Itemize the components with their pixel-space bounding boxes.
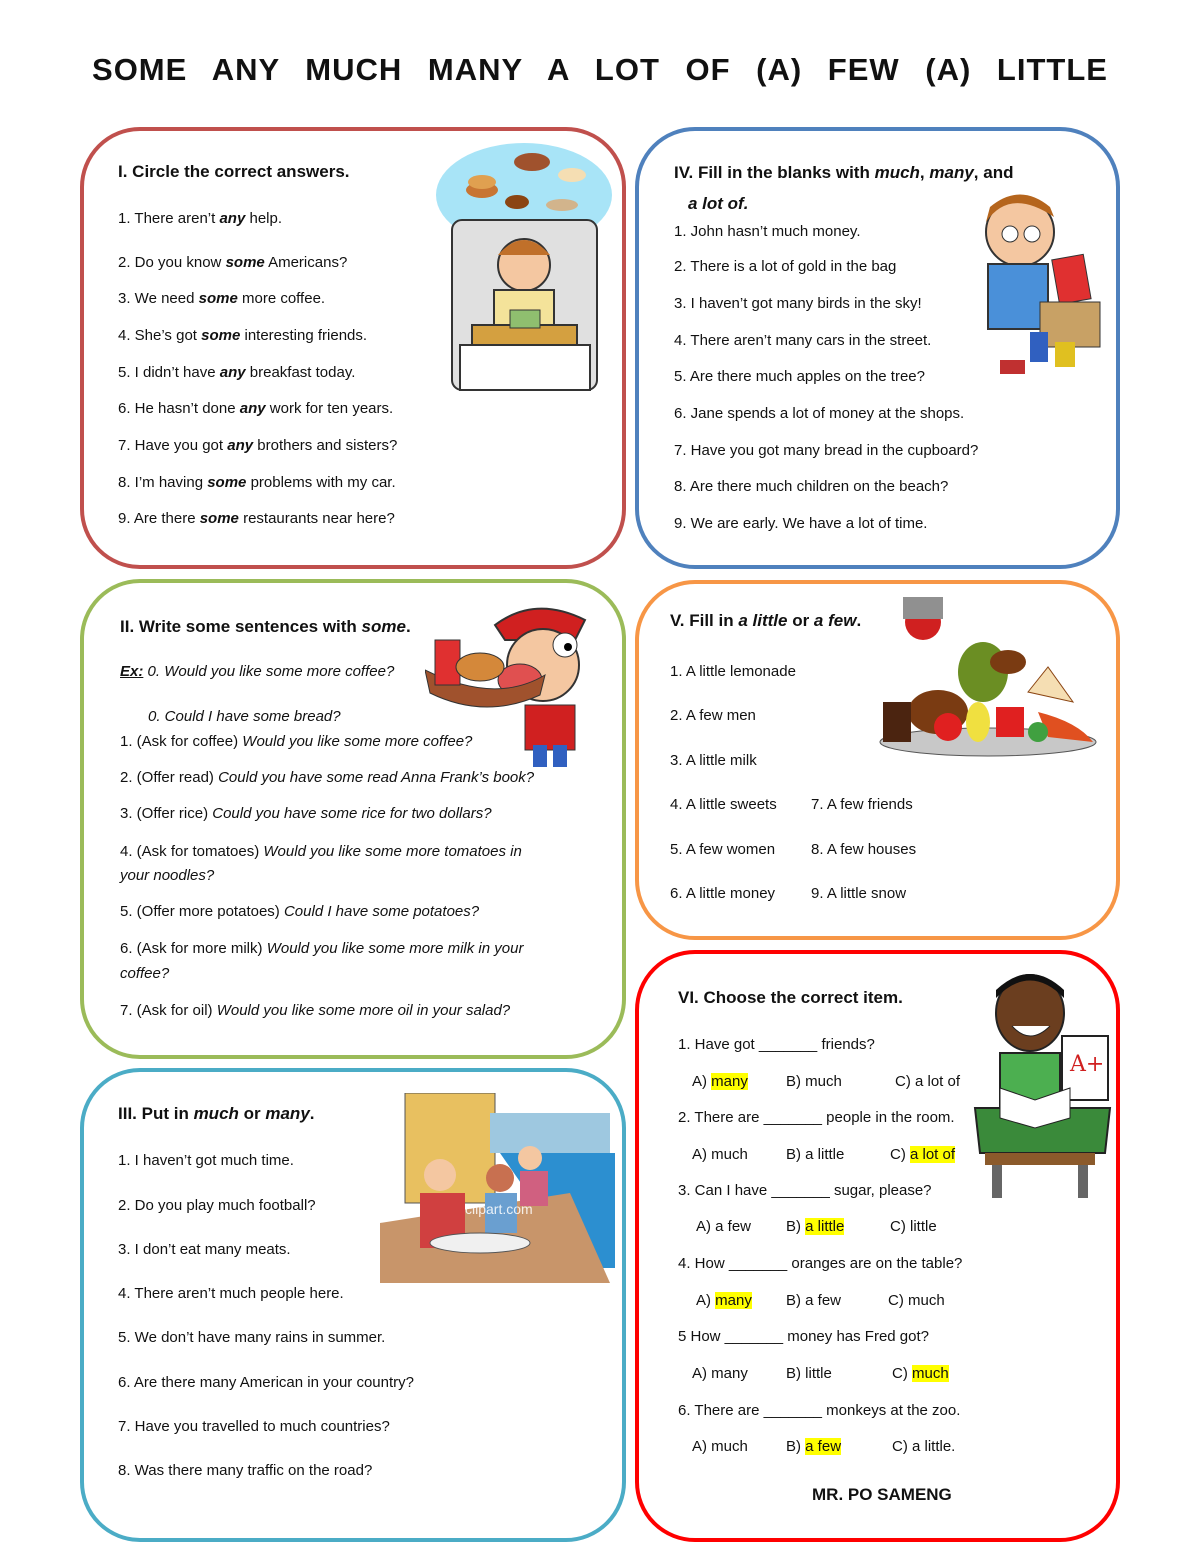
option-c: C) much (892, 1365, 949, 1382)
option-a: A) much (692, 1438, 748, 1455)
list-item: 3. I haven’t got many birds in the sky! (674, 295, 922, 312)
example-2: 0. Could I have some bread? (148, 708, 341, 725)
list-item: 6. (Ask for more milk) Would you like some more milk in your (120, 940, 524, 957)
list-item: 2. A few men (670, 707, 756, 724)
section-i-heading: I. Circle the correct answers. (118, 162, 350, 181)
option-c: C) a lot of (890, 1146, 956, 1163)
boy-with-fast-food-illustration (425, 595, 625, 770)
section-iv-heading: IV. Fill in the blanks with much, many, and (674, 163, 1014, 182)
list-item: 3. A little milk (670, 752, 757, 769)
list-item: 4. There aren’t much people here. (118, 1285, 344, 1302)
list-item: 4. A little sweets (670, 796, 777, 813)
list-item: 3. We need some more coffee. (118, 290, 326, 307)
patient-in-bed-illustration (432, 140, 617, 395)
clipart-watermark: clipart.com (465, 1201, 533, 1217)
list-item: 7. Have you got any brothers and sisters? (118, 437, 398, 454)
option-c: C) little (890, 1218, 937, 1235)
section-v-heading: V. Fill in a little or a few. (670, 611, 862, 630)
list-item: 1. (Ask for coffee) Would you like some more coffee? (120, 733, 473, 750)
section-iii-heading: III. Put in much or many. (118, 1104, 315, 1123)
list-item: 8. Was there many traffic on the road? (118, 1462, 373, 1479)
list-item: 7. A few friends (811, 796, 913, 813)
list-item: 5. (Offer more potatoes) Could I have some potatoes? (120, 903, 480, 920)
option-c: C) a little. (892, 1438, 956, 1455)
list-item: 7. (Ask for oil) Would you like some more oil in your salad? (120, 1002, 511, 1019)
list-item: 6. Jane spends a lot of money at the shops. (674, 405, 965, 422)
list-item: 5. I didn’t have any breakfast today. (118, 364, 356, 381)
list-item: 8. A few houses (811, 841, 917, 858)
list-item: 3. I don’t eat many meats. (118, 1241, 291, 1258)
option-b: B) a little (786, 1146, 845, 1163)
list-item: 1. There aren’t any help. (118, 210, 283, 227)
option-c: C) much (888, 1292, 945, 1309)
list-item-continued: your noodles? (120, 867, 215, 884)
option-b: B) a few (786, 1438, 842, 1455)
option-b: B) a little (786, 1218, 845, 1235)
question: 2. There are _______ people in the room. (678, 1109, 955, 1126)
list-item: 4. (Ask for tomatoes) Would you like some more tomatoes in (120, 843, 522, 860)
option-b: B) much (786, 1073, 842, 1090)
list-item: 1. I haven’t got much time. (118, 1152, 294, 1169)
grade-mark: A+ (1070, 1052, 1105, 1077)
cafe-scene-illustration (380, 1093, 620, 1283)
option-a: A) many (692, 1365, 748, 1382)
option-a: A) many (696, 1292, 752, 1309)
option-b: B) a few (786, 1292, 842, 1309)
list-item: 6. Are there many American in your country? (118, 1374, 414, 1391)
boy-with-snacks-illustration (960, 182, 1110, 382)
list-item: 2. Do you play much football? (118, 1197, 316, 1214)
list-item: 2. There is a lot of gold in the bag (674, 258, 897, 275)
list-item: 7. Have you got many bread in the cupboard? (674, 442, 979, 459)
question: 5 How _______ money has Fred got? (678, 1328, 929, 1345)
question: 3. Can I have _______ sugar, please? (678, 1182, 932, 1199)
list-item: 9. A little snow (811, 885, 907, 902)
list-item: 8. Are there much children on the beach? (674, 478, 949, 495)
option-a: A) a few (696, 1218, 752, 1235)
question: 1. Have got _______ friends? (678, 1036, 875, 1053)
list-item: 9. Are there some restaurants near here? (118, 510, 395, 527)
list-item: 8. I’m having some problems with my car. (118, 474, 396, 491)
list-item: 1. John hasn’t much money. (674, 223, 861, 240)
list-item: 7. Have you travelled to much countries? (118, 1418, 390, 1435)
option-c: C) a lot of (895, 1073, 961, 1090)
section-iv-heading-line2: a lot of. (688, 194, 749, 213)
section-ii-heading: II. Write some sentences with some. (120, 617, 411, 636)
list-item: 5. Are there much apples on the tree? (674, 368, 925, 385)
page-title: SOME ANY MUCH MANY A LOT OF (A) FEW (A) LITTLE (92, 52, 1108, 87)
list-item: 2. Do you know some Americans? (118, 254, 348, 271)
author-signature: MR. PO SAMENG (812, 1485, 952, 1504)
list-item: 4. She’s got some interesting friends. (118, 327, 368, 344)
option-a: A) many (692, 1073, 748, 1090)
section-vi-heading: VI. Choose the correct item. (678, 988, 903, 1007)
option-b: B) little (786, 1365, 832, 1382)
list-item: 5. We don’t have many rains in summer. (118, 1329, 386, 1346)
list-item: 5. A few women (670, 841, 776, 858)
list-item: 6. A little money (670, 885, 776, 902)
question: 6. There are _______ monkeys at the zoo. (678, 1402, 961, 1419)
example-1: Ex: 0. Would you like some more coffee? (120, 663, 395, 680)
list-item: 9. We are early. We have a lot of time. (674, 515, 928, 532)
list-item: 3. (Offer rice) Could you have some rice for two dollars? (120, 805, 492, 822)
list-item: 4. There aren’t many cars in the street. (674, 332, 932, 349)
food-pyramid-illustration (878, 592, 1098, 777)
list-item: 1. A little lemonade (670, 663, 796, 680)
question: 4. How _______ oranges are on the table? (678, 1255, 963, 1272)
list-item: 2. (Offer read) Could you have some read Anna Frank’s book? (120, 769, 535, 786)
student-at-desk-illustration (970, 968, 1112, 1200)
list-item: 6. He hasn’t done any work for ten years. (118, 400, 394, 417)
list-item-continued: coffee? (120, 965, 170, 982)
option-a: A) much (692, 1146, 748, 1163)
